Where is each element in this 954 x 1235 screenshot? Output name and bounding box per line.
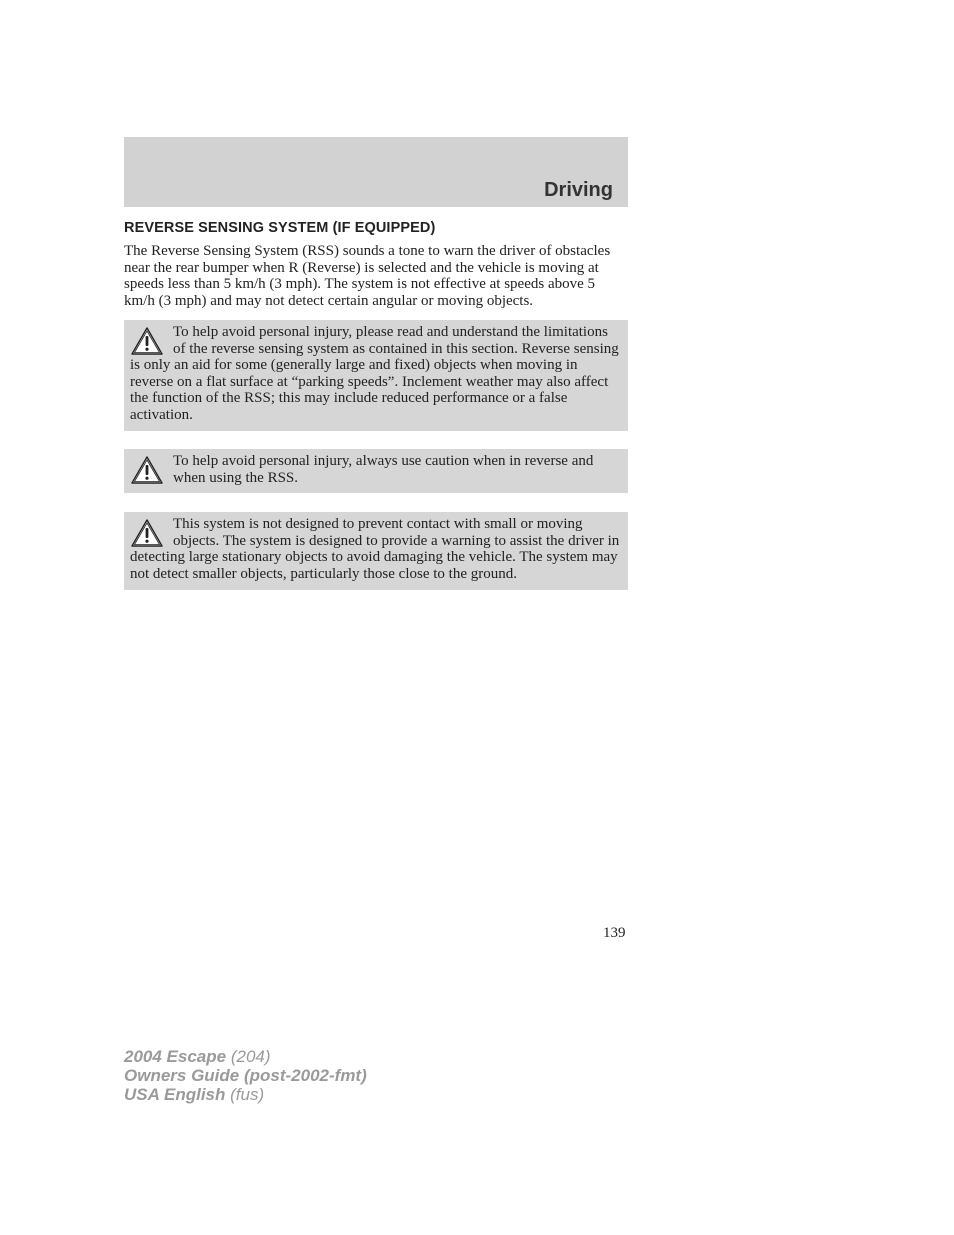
warning-text: To help avoid personal injury, always use caution when in reverse and when using the RSS. [173, 453, 594, 486]
footer-model-code: (204) [230, 1047, 271, 1066]
page-number: 139 [603, 925, 626, 941]
section-title: Driving [544, 179, 613, 201]
footer-language: USA English [124, 1085, 226, 1104]
warning-box [124, 320, 628, 431]
footer-line-model [124, 1047, 367, 1066]
warning-text: This system is not designed to prevent contact with small or moving objects. The system is designed to provide a warning to assist the driver in detecting large stationary objects to avoid damaging the vehicle. The system may not detect smaller objects, particularly those close to the ground. [130, 516, 620, 582]
footer-language-code: (fus) [230, 1085, 265, 1104]
warning-triangle-icon [130, 326, 164, 356]
section-heading: REVERSE SENSING SYSTEM (IF EQUIPPED) [124, 220, 436, 236]
footer-line-language [124, 1085, 367, 1104]
main-content [124, 220, 628, 590]
footer-model: 2004 Escape [124, 1047, 227, 1066]
warning-box [124, 512, 628, 590]
document-footer [124, 1047, 367, 1104]
intro-paragraph: The Reverse Sensing System (RSS) sounds a tone to warn the driver of obstacles near the rear bumper when R (Reverse) is selected and the vehicle is moving at speeds less than 5 km/h (3 mph). The system is not effective at speeds above 5 km/h (3 mph) and may not detect certain angular or moving objects. [124, 243, 611, 309]
warning-text: To help avoid personal injury, please read and understand the limitations of the reverse sensing system as contained in this section. Reverse sensing is only an aid for some (generally large and fixed) objects when moving in reverse on a flat surface at “parking speeds”. Inclement weather may also affect the function of the RSS; this may include reduced performance or a false activation. [130, 324, 619, 423]
warning-box [124, 449, 628, 493]
footer-line-guide [124, 1066, 367, 1085]
warning-triangle-icon [130, 455, 164, 485]
section-header-band [124, 137, 628, 207]
footer-guide: Owners Guide (post-2002-fmt) [124, 1066, 367, 1085]
warning-triangle-icon [130, 518, 164, 548]
